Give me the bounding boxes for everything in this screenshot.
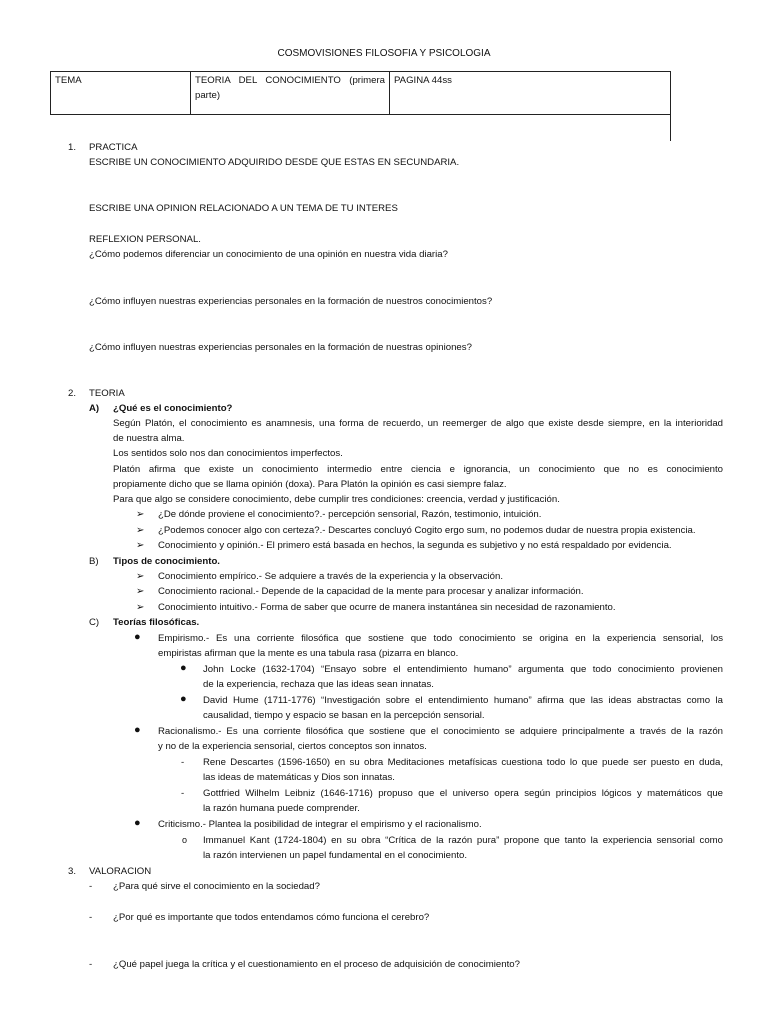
- arrow-bullet-icon: ➢: [136, 602, 145, 613]
- bullet-icon: ●: [134, 817, 141, 829]
- reflection-question: ¿Cómo influyen nuestras experiencias personales en la formación de nuestros conocimientos?: [89, 296, 493, 307]
- header-table: [50, 71, 671, 115]
- list-item: ¿Podemos conocer algo con certeza?.- Descartes concluyó Cogito ergo sum, no podemos dudar de nuestra propia existencia.: [158, 525, 696, 536]
- paragraph-line: Immanuel Kant (1724-1804) en su obra “Crítica de la razón pura” propone que tanto la experiencia sensorial como: [203, 835, 723, 846]
- document-title: COSMOVISIONES FILOSOFIA Y PSICOLOGIA: [277, 48, 491, 59]
- section-title: PRACTICA: [89, 142, 138, 153]
- bullet-icon: ●: [180, 693, 187, 705]
- dash-bullet: -: [89, 959, 93, 970]
- paragraph-line: causalidad, tiempo y espacio se basan en la percepción sensorial.: [203, 710, 485, 721]
- bullet-icon: ●: [180, 662, 187, 674]
- bullet-icon: ●: [134, 631, 141, 643]
- circle-bullet-icon: o: [182, 835, 188, 845]
- topic-line-1: TEORIA DEL CONOCIMIENTO (primera: [195, 75, 385, 86]
- paragraph-line: Empirismo.- Es una corriente filosófica que sostiene que todo conocimiento se origina en la experiencia sensorial, los: [158, 633, 723, 644]
- subsection-heading: Tipos de conocimiento.: [113, 556, 220, 567]
- dash-bullet: -: [89, 881, 93, 892]
- subsection-letter: C): [89, 617, 100, 628]
- paragraph-line: Rene Descartes (1596-1650) en su obra Meditaciones metafísicas cuestiona todo lo que puede ser puesto en duda,: [203, 757, 723, 768]
- section-number: 2.: [68, 388, 77, 399]
- paragraph-line: propiamente dicho que se llama opinión (doxa). Para Platón la opinión es casi siempre falaz.: [113, 479, 507, 490]
- paragraph-line: Según Platón, el conocimiento es anamnesis, una forma de recuerdo, un reemerger de algo que existe desde siempre, en la interioridad: [113, 418, 723, 429]
- list-item: Conocimiento empírico.- Se adquiere a través de la experiencia y la observación.: [158, 571, 504, 582]
- arrow-bullet-icon: ➢: [136, 540, 145, 551]
- evaluation-question: ¿Para qué sirve el conocimiento en la sociedad?: [113, 881, 320, 892]
- section-title: VALORACION: [89, 866, 152, 877]
- instruction-line: ESCRIBE UNA OPINION RELACIONADO A UN TEMA DE TU INTERES: [89, 203, 398, 214]
- dash-bullet: -: [181, 788, 185, 799]
- dash-bullet: -: [181, 757, 185, 768]
- list-item: Conocimiento racional.- Depende de la capacidad de la mente para procesar y analizar información.: [158, 586, 584, 597]
- subsection-letter: A): [89, 403, 100, 414]
- arrow-bullet-icon: ➢: [136, 525, 145, 536]
- instruction-line: ESCRIBE UN CONOCIMIENTO ADQUIRIDO DESDE QUE ESTAS EN SECUNDARIA.: [89, 157, 460, 168]
- arrow-bullet-icon: ➢: [136, 509, 145, 520]
- paragraph-line: las ideas de matemáticas y Dios son innatas.: [203, 772, 395, 783]
- list-item: ¿De dónde proviene el conocimiento?.- percepción sensorial, Razón, testimonio, intuición.: [158, 509, 542, 520]
- list-item: Conocimiento intuitivo.- Forma de saber que ocurre de manera instantánea sin necesidad de razonamiento.: [158, 602, 616, 613]
- paragraph-line: Platón afirma que existe un conocimiento intermedio entre ciencia e ignorancia, un conocimiento que no es conocimiento: [113, 464, 723, 475]
- evaluation-question: ¿Qué papel juega la crítica y el cuestionamiento en el proceso de adquisición de conocimiento?: [113, 959, 520, 970]
- paragraph-line: David Hume (1711-1776) “Investigación sobre el entendimiento humano” afirma que las ideas abstractas como la: [203, 695, 723, 706]
- topic-line-2: parte): [195, 90, 221, 101]
- section-number: 1.: [68, 142, 77, 153]
- paragraph-line: y no de la experiencia sensorial, ciertos conceptos son innatos.: [158, 741, 427, 752]
- bullet-icon: ●: [134, 724, 141, 736]
- tema-label: TEMA: [55, 75, 82, 86]
- tema-cell: [51, 72, 191, 115]
- subsection-heading: Teorías filosóficas.: [113, 617, 200, 628]
- page-cell: [390, 72, 671, 115]
- arrow-bullet-icon: ➢: [136, 571, 145, 582]
- paragraph-line: la razón intervienen un papel fundamental en el conocimiento.: [203, 850, 468, 861]
- paragraph-line: de la experiencia, rechaza que las ideas sean innatas.: [203, 679, 434, 690]
- subsection-letter: B): [89, 556, 99, 567]
- paragraph-line: la razón humana puede comprender.: [203, 803, 360, 814]
- list-item: Conocimiento y opinión.- El primero está basada en hechos, la segunda es subjetivo y no está respaldado por evidencia.: [158, 540, 672, 551]
- paragraph-line: Racionalismo.- Es una corriente filosófica que sostiene que el conocimiento se adquiere principalmente a través de la razón: [158, 726, 723, 737]
- page-label: PAGINA 44ss: [394, 75, 452, 86]
- table-extension-line: [670, 113, 671, 141]
- dash-bullet: -: [89, 912, 93, 923]
- reflection-question: ¿Cómo influyen nuestras experiencias personales en la formación de nuestras opiniones?: [89, 342, 472, 353]
- topic-cell: [191, 72, 390, 115]
- paragraph-line: John Locke (1632-1704) “Ensayo sobre el entendimiento humano” argumenta que todo conocimiento provienen: [203, 664, 723, 675]
- paragraph-line: Criticismo.- Plantea la posibilidad de integrar el empirismo y el racionalismo.: [158, 819, 482, 830]
- arrow-bullet-icon: ➢: [136, 586, 145, 597]
- evaluation-question: ¿Por qué es importante que todos entendamos cómo funciona el cerebro?: [113, 912, 430, 923]
- subsection-heading: ¿Qué es el conocimiento?: [113, 403, 233, 414]
- paragraph-line: Gottfried Wilhelm Leibniz (1646-1716) propuso que el universo opera según principios lógicos y matemáticos que: [203, 788, 723, 799]
- section-title: TEORIA: [89, 388, 125, 399]
- reflection-question: ¿Cómo podemos diferenciar un conocimiento de una opinión en nuestra vida diaria?: [89, 249, 448, 260]
- paragraph-line: empiristas afirman que la mente es una tabula rasa (pizarra en blanco.: [158, 648, 459, 659]
- instruction-line: REFLEXION PERSONAL.: [89, 234, 201, 245]
- paragraph-line: de nuestra alma.: [113, 433, 185, 444]
- paragraph-line: Para que algo se considere conocimiento, debe cumplir tres condiciones: creencia, verdad y justificación.: [113, 494, 560, 505]
- paragraph-line: Los sentidos solo nos dan conocimientos imperfectos.: [113, 448, 343, 459]
- section-number: 3.: [68, 866, 77, 877]
